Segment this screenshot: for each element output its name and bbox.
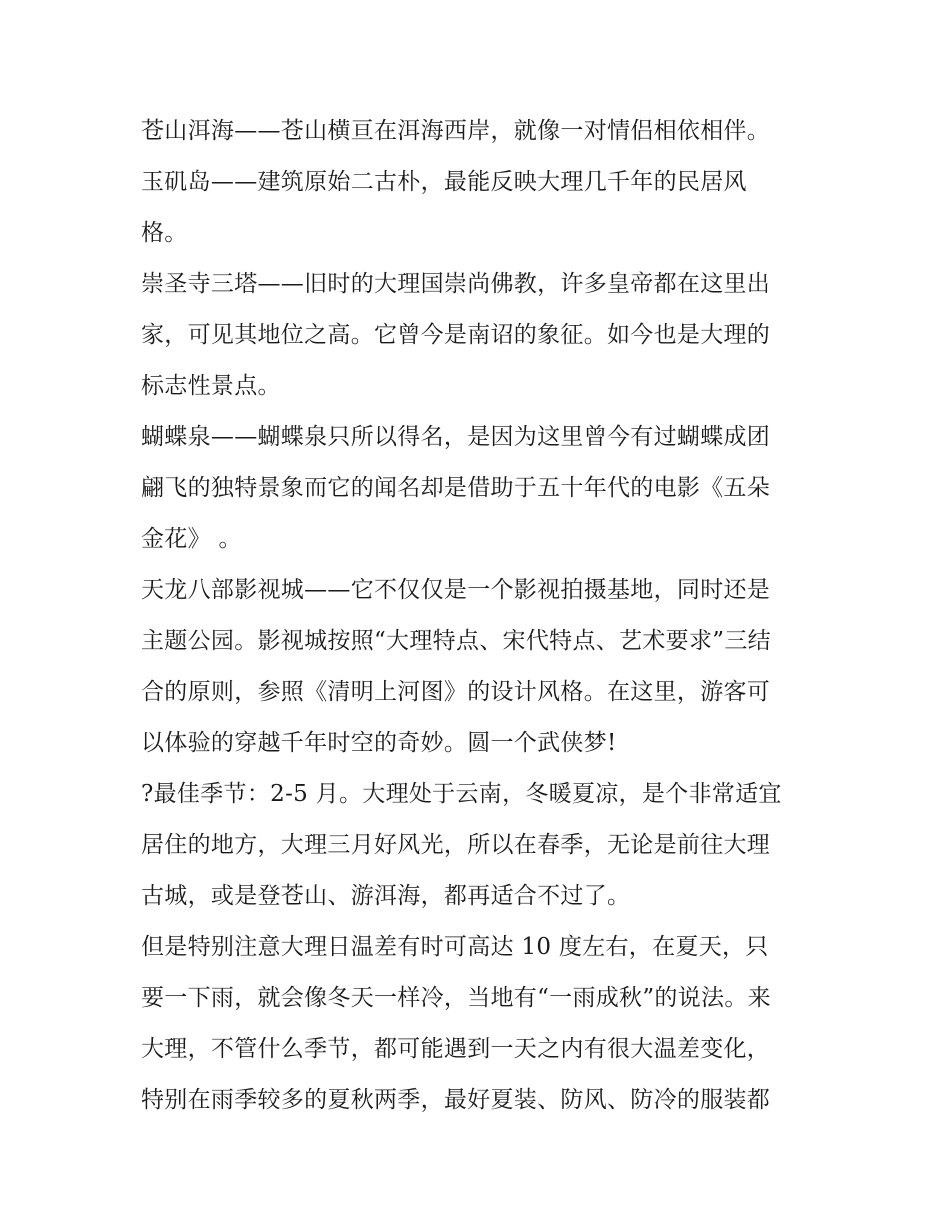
text-line: 大理，不管什么季节，都可能遇到一天之内有很大温差变化，: [141, 1036, 771, 1062]
text-line: 标志性景点。: [141, 373, 281, 399]
text-line: 翩飞的独特景象而它的闻名却是借助于五十年代的电影《五朵: [141, 475, 771, 501]
text-line: 家，可见其地位之高。它曾今是南诏的象征。如今也是大理的: [141, 322, 771, 348]
text-line: 蝴蝶泉——蝴蝶泉只所以得名，是因为这里曾今有过蝴蝶成团: [141, 424, 771, 450]
text-line: ?最佳季节：2-5 月。大理处于云南，冬暖夏凉，是个非常适宜: [141, 781, 782, 807]
text-line: 合的原则，参照《清明上河图》的设计风格。在这里，游客可: [141, 679, 771, 705]
text-line: 天龙八部影视城——它不仅仅是一个影视拍摄基地，同时还是: [141, 577, 771, 603]
text-line: 居住的地方，大理三月好风光，所以在春季，无论是前往大理: [141, 832, 771, 858]
text-line: 古城，或是登苍山、游洱海，都再适合不过了。: [141, 883, 631, 909]
text-line: 金花》 。: [141, 526, 242, 552]
text-line: 主题公园。影视城按照“大理特点、宋代特点、艺术要求”三结: [141, 628, 771, 654]
text-line: 玉矶岛——建筑原始二古朴，最能反映大理几千年的民居风: [141, 169, 747, 195]
text-line: 但是特别注意大理日温差有时可高达 10 度左右，在夏天，只: [141, 934, 769, 960]
text-line: 要一下雨，就会像冬天一样冷，当地有“一雨成秋”的说法。来: [141, 985, 771, 1011]
text-line: 特别在雨季较多的夏秋两季，最好夏装、防风、防冷的服装都: [141, 1087, 771, 1113]
text-line: 崇圣寺三塔——旧时的大理国崇尚佛教，许多皇帝都在这里出: [141, 271, 771, 297]
text-line: 格。: [141, 220, 188, 246]
text-line: 苍山洱海——苍山横亘在洱海西岸，就像一对情侣相依相伴。: [141, 118, 771, 144]
document-body: [141, 106, 821, 1126]
text-line: 以体验的穿越千年时空的奇妙。圆一个武侠梦!: [141, 730, 617, 756]
